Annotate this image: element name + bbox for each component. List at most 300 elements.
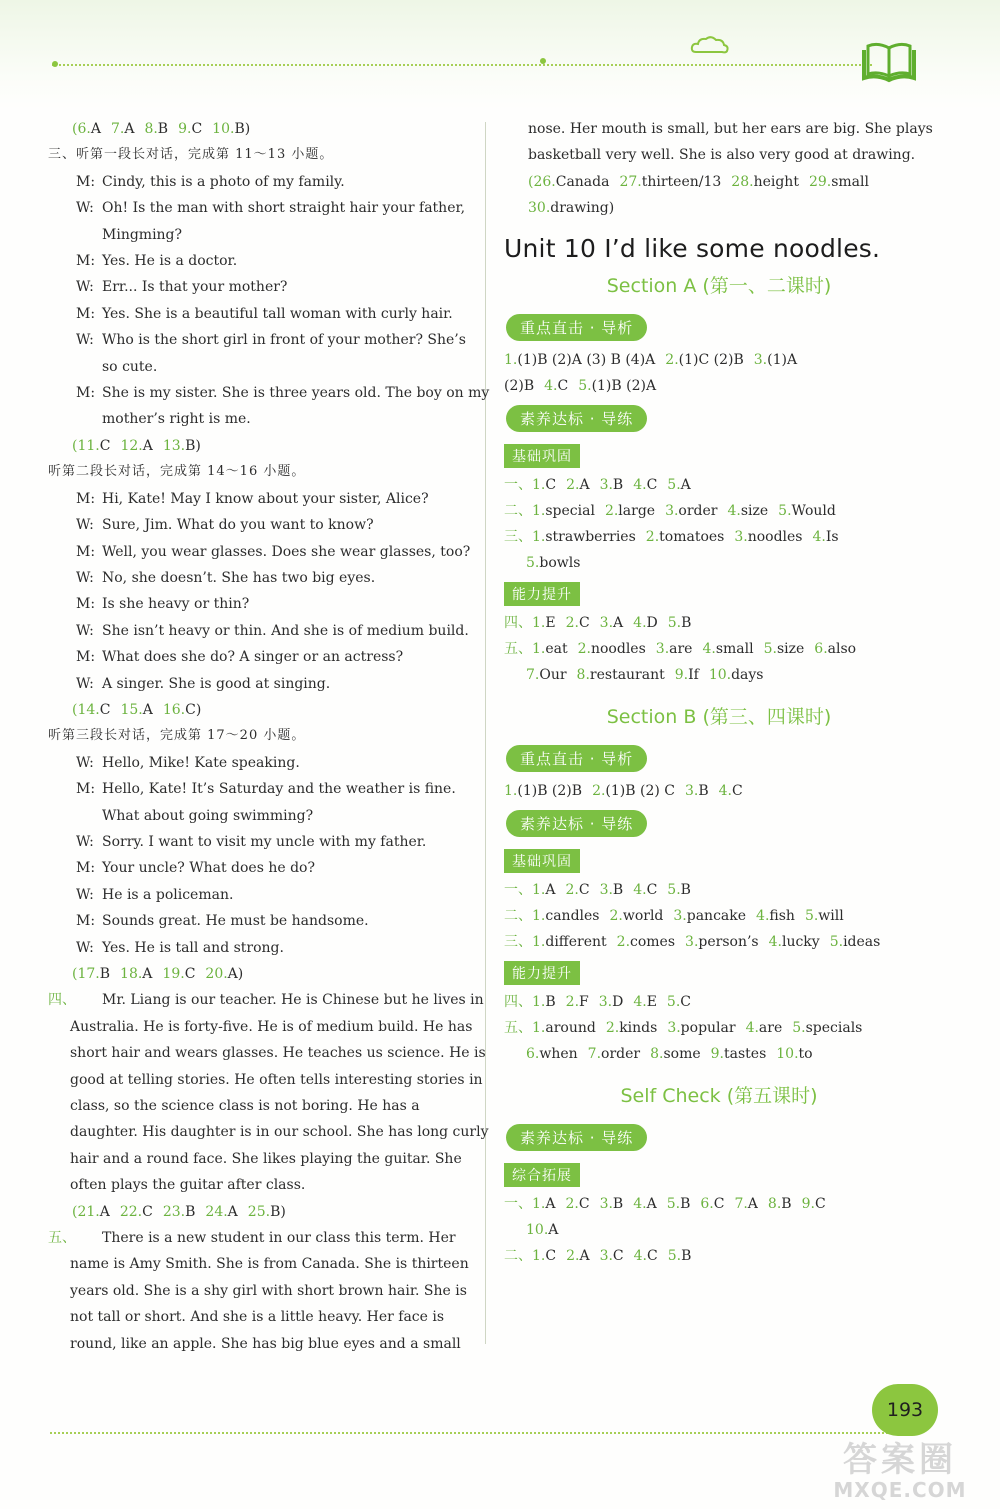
item-number: 1.: [532, 502, 546, 519]
header-dotted-rule: [52, 64, 872, 66]
item-number: 5.: [526, 554, 540, 571]
passage-line: [48, 987, 484, 1013]
passage-text: not tall or short. And she is a little heavy. Her face is: [70, 1309, 445, 1326]
passage-text: There is a new student in our class this term. Her: [102, 1230, 456, 1247]
answer-row: [504, 472, 934, 498]
answer-value: (1)B (2)B: [517, 782, 583, 799]
answer-value: C: [578, 881, 590, 898]
open-book-icon: [860, 42, 918, 84]
dialogue-line: [48, 882, 468, 908]
item-number: 4.: [745, 1019, 759, 1036]
dialogue-line: [48, 935, 468, 961]
passage-line: [48, 1251, 468, 1277]
heading-text: 三、听第一段长对话，完成第 11～13 小题。: [48, 147, 334, 163]
item-number: 二、: [504, 1247, 532, 1264]
answer-row: [504, 1191, 934, 1217]
passage-text: years old. She is a shy girl with short brown hair. She is: [70, 1282, 467, 1299]
answer-value: thirteen/13: [641, 173, 722, 190]
answer-value: A: [613, 614, 624, 631]
item-number: 2.: [566, 1247, 580, 1264]
item-number: 5.: [667, 1247, 682, 1264]
item-number: 1.: [532, 1247, 546, 1264]
dialogue-line: [48, 671, 468, 697]
item-number: 2.: [566, 476, 580, 493]
answer-value: C: [578, 614, 590, 631]
item-number: 3.: [655, 640, 670, 657]
item-number: 5.: [667, 881, 681, 898]
item-number: 18.: [120, 966, 143, 982]
answer-value: strawberries: [545, 528, 636, 545]
passage-4: [48, 987, 489, 1198]
item-number: 16.: [162, 701, 186, 718]
item-number: (14.: [72, 701, 100, 718]
dialogue-line: [48, 908, 468, 934]
item-number: 3.: [667, 1019, 681, 1036]
speaker-label: M:: [76, 596, 96, 613]
item-number: 3.: [599, 1247, 613, 1264]
item-number: 5.: [666, 1195, 681, 1212]
practice-banner: 素养达标 · 导练: [506, 1124, 647, 1151]
dialogue-text: No, she doesn’t. She has two big eyes.: [102, 569, 376, 586]
answer-value: A: [545, 1195, 556, 1212]
answer-value: B): [270, 1203, 286, 1220]
item-number: 2.: [565, 614, 579, 631]
section-heading: 听第二段长对话，完成第 14～16 小题。: [48, 464, 306, 480]
answer-value: B: [681, 614, 692, 631]
passage-line: [48, 1014, 473, 1040]
item-number: (11.: [72, 437, 100, 454]
item-number: 2.: [609, 907, 623, 924]
answer-row: [504, 1015, 934, 1041]
item-number: 4.: [633, 1195, 647, 1212]
unit-title: Unit 10 I’d like some noodles.: [504, 233, 881, 263]
answer-value: A: [579, 476, 590, 493]
answer-value: Our: [539, 666, 567, 683]
answer-row: [504, 662, 934, 688]
page-number: 193: [872, 1384, 938, 1436]
passage-line: [48, 1278, 468, 1304]
answer-row: [504, 929, 934, 955]
passage-text: daughter. His daughter is in our school. She has long curly: [70, 1124, 489, 1141]
item-number: 2.: [565, 1195, 579, 1212]
answer-value: Canada: [555, 173, 610, 190]
item-number: 8.: [650, 1045, 664, 1062]
answer-value: B: [612, 881, 624, 898]
speaker-label: W:: [76, 622, 94, 639]
dialogue-text: Sounds great. He must be handsome.: [102, 913, 369, 930]
answer-value: B: [612, 1195, 624, 1212]
item-number: 5.: [667, 614, 682, 631]
section-a-key-answers: [504, 347, 934, 399]
item-number: 五、: [504, 640, 532, 657]
dialogue-1: [48, 169, 490, 433]
passage-5: [48, 1225, 468, 1357]
answer-row: [504, 347, 934, 373]
item-number: (17.: [72, 966, 100, 982]
item-number: (26.: [528, 173, 556, 190]
item-number: 2.: [605, 1019, 620, 1036]
ability-tag: 能力提升: [504, 961, 580, 985]
answer-line: [48, 697, 468, 723]
speaker-label: W:: [76, 200, 94, 217]
item-number: 5.: [778, 502, 792, 519]
dialogue-line: [48, 644, 468, 670]
answer-value: (1)C (2)B: [678, 351, 744, 368]
answer-value: B: [157, 121, 169, 137]
item-number: 2.: [577, 640, 591, 657]
dialogue-line: [48, 750, 468, 776]
answer-value: small: [715, 640, 754, 657]
answer-value: noodles: [590, 640, 646, 657]
answer-value: C: [545, 1247, 557, 1264]
answer-value: B): [234, 121, 251, 137]
passage-line: [48, 1040, 486, 1066]
item-number: 4.: [633, 476, 647, 493]
item-number: 2.: [616, 933, 631, 950]
answer-line: [48, 116, 468, 142]
answer-value: C: [545, 476, 557, 493]
dialogue-line: [48, 512, 468, 538]
item-number: 28.: [731, 173, 754, 190]
answer-value: B: [680, 881, 691, 898]
answer-row: [504, 610, 934, 636]
basic-tag: 基础巩固: [504, 444, 580, 468]
answer-value: some: [663, 1045, 701, 1062]
dialogue-text: Hello, Kate! It’s Saturday and the weather is fine.: [102, 781, 456, 798]
item-number: 5.: [578, 377, 592, 394]
item-number: 1.: [532, 640, 546, 657]
dialogue-text: Sure, Jim. What do you want to know?: [102, 517, 374, 534]
dialogue-text: Oh! Is the man with short straight hair your father,: [102, 200, 466, 217]
answer-value: lucky: [781, 933, 820, 950]
speaker-label: M:: [76, 305, 96, 322]
answer-value: popular: [680, 1019, 736, 1036]
item-number: (21.: [72, 1203, 100, 1220]
item-number: 3.: [599, 476, 613, 493]
dialogue-line: [48, 169, 468, 195]
answer-value: C: [713, 1195, 725, 1212]
item-number: 15.: [120, 701, 143, 718]
item-number: 9.: [801, 1195, 815, 1212]
passage-line: [48, 1331, 468, 1357]
answer-value: A: [545, 881, 556, 898]
answer-value: (1)A: [767, 351, 798, 368]
dialogue-text: Yes. He is a doctor.: [102, 253, 238, 270]
dialogue-3: [48, 750, 468, 961]
section-number: 四、: [48, 992, 76, 1009]
header-dot: [52, 61, 58, 67]
answer-value: C: [99, 701, 111, 718]
answer-value: B: [99, 966, 111, 982]
item-number: 9.: [674, 666, 689, 683]
answer-value: bowls: [539, 554, 581, 571]
answer-value: order: [601, 1045, 641, 1062]
item-number: 3.: [599, 614, 614, 631]
passage-text: class, so the science class is not boring. He has a: [70, 1098, 420, 1115]
item-number: 1.: [532, 881, 546, 898]
answer-value: A): [227, 966, 244, 982]
answer-row: [504, 989, 934, 1015]
section-a-basic-answers: [504, 472, 934, 576]
section-b-title: Section B (第三、四课时): [606, 705, 832, 728]
answer-value: (2)B: [504, 377, 535, 394]
section-a-ability-answers: [504, 610, 934, 688]
answer-value: A: [680, 476, 691, 493]
item-number: 4.: [702, 640, 716, 657]
speaker-label: W:: [76, 569, 94, 586]
item-number: 4.: [633, 614, 647, 631]
item-number: 8.: [144, 121, 158, 137]
item-number: 30.: [528, 200, 551, 217]
answer-value: B: [612, 476, 624, 493]
item-number: 13.: [162, 437, 186, 454]
answer-value: fish: [769, 907, 795, 924]
answer-value: E: [646, 993, 657, 1010]
item-number: 27.: [619, 173, 642, 190]
practice-banner: 素养达标 · 导练: [506, 810, 647, 837]
item-number: 1.: [504, 351, 518, 368]
item-number: 6.: [814, 640, 828, 657]
self-check-title: Self Check (第五课时): [620, 1084, 818, 1107]
item-number: 7.: [110, 121, 125, 137]
answer-line: [48, 433, 468, 459]
item-number: 1.: [532, 907, 546, 924]
item-number: (6.: [72, 121, 91, 137]
speaker-label: W:: [76, 332, 94, 349]
answer-value: kinds: [619, 1019, 658, 1036]
answer-value: tastes: [724, 1045, 767, 1062]
answer-value: C: [142, 1203, 153, 1220]
item-number: 4.: [718, 782, 732, 799]
item-number: 三、: [504, 933, 532, 950]
answer-value: specials: [805, 1019, 863, 1036]
answer-row: [504, 636, 934, 662]
item-number: 7.: [734, 1195, 748, 1212]
item-number: 20.: [205, 966, 228, 982]
speaker-label: W:: [76, 886, 94, 903]
passage-text: often plays the guitar after class.: [70, 1177, 306, 1194]
answer-value: ideas: [843, 933, 881, 950]
watermark-logo: [810, 1440, 990, 1502]
section-a-title: Section A (第一、二课时): [606, 274, 832, 297]
item-number: 5.: [829, 933, 844, 950]
item-number: 3.: [665, 502, 679, 519]
answer-value: eat: [545, 640, 568, 657]
passage-line: basketball very well. She is also very good at drawing.: [528, 147, 916, 164]
passage-line: [48, 1067, 483, 1093]
dialogue-line: [48, 776, 468, 802]
speaker-label: M:: [76, 649, 96, 666]
answer-value: D: [646, 614, 658, 631]
answer-value: C: [646, 476, 658, 493]
item-number: 二、: [504, 907, 532, 924]
answer-row: [504, 877, 934, 903]
footer-dotted-rule: [50, 1432, 920, 1434]
item-number: 12.: [120, 437, 143, 454]
item-number: 四、: [504, 614, 532, 631]
item-number: 19.: [162, 966, 185, 982]
passage-text: hair and a round face. She likes playing the guitar. She: [70, 1150, 462, 1167]
speaker-label: W:: [76, 754, 94, 771]
dialogue-text: Err... Is that your mother?: [102, 279, 288, 296]
left-column: [48, 116, 490, 1357]
answer-value: also: [827, 640, 857, 657]
item-number: 3.: [753, 351, 768, 368]
speaker-label: M:: [76, 253, 96, 270]
answer-value: are: [669, 640, 693, 657]
answer-value: C: [732, 782, 743, 799]
item-number: 1.: [532, 993, 546, 1010]
answer-value: days: [731, 666, 764, 683]
dialogue-text: Yes. She is a beautiful tall woman with curly hair.: [102, 305, 453, 322]
item-number: 8.: [576, 666, 590, 683]
dialogue-line: [48, 591, 468, 617]
expand-tag: 综合拓展: [504, 1163, 580, 1187]
answer-value: A: [99, 1203, 110, 1220]
speaker-label: M:: [76, 173, 96, 190]
watermark-text: 答案圈: [843, 1440, 957, 1480]
item-number: 5.: [792, 1019, 806, 1036]
answer-value: C: [557, 377, 569, 394]
item-number: 10.: [212, 121, 235, 137]
dialogue-line: [48, 486, 468, 512]
answer-value: (1)B (2)A: [591, 377, 657, 394]
dialogue-2: [48, 486, 471, 697]
dialogue-text: Hi, Kate! May I know about your sister, Alice?: [102, 490, 429, 507]
answer-value: size: [740, 502, 769, 519]
key-points-banner: 重点直击 · 导析: [506, 745, 647, 772]
passage-text: round, like an apple. She has big blue eyes and a small: [70, 1335, 461, 1352]
item-number: 10.: [776, 1045, 799, 1062]
answer-value: (1)B (2) C: [605, 782, 675, 799]
item-number: 3.: [598, 993, 613, 1010]
answer-value: B: [545, 993, 556, 1010]
dialogue-text: Mingming?: [102, 226, 183, 243]
speaker-label: W:: [76, 517, 94, 534]
answer-value: C: [191, 121, 203, 137]
answer-value: A: [747, 1195, 758, 1212]
answer-value: E: [545, 614, 556, 631]
answer-value: A: [646, 1195, 657, 1212]
dialogue-text: Cindy, this is a photo of my family.: [102, 173, 345, 190]
item-number: 22.: [119, 1203, 143, 1220]
passage-text: Mr. Liang is our teacher. He is Chinese but he lives in: [102, 992, 484, 1009]
answer-value: B: [698, 782, 709, 799]
answer-row: [504, 524, 934, 550]
item-number: 23.: [162, 1203, 186, 1220]
section-number: 五、: [48, 1230, 76, 1247]
answer-value: drawing): [550, 200, 615, 217]
speaker-label: W:: [76, 833, 94, 850]
answer-line: [48, 1199, 468, 1225]
passage-line: [48, 1225, 468, 1251]
answer-value: to: [798, 1045, 813, 1062]
answer-value: are: [758, 1019, 783, 1036]
dialogue-text: Yes. He is tall and strong.: [102, 939, 284, 956]
answer-value: large: [618, 502, 656, 519]
dialogue-line: [48, 274, 468, 300]
answer-value: A: [579, 1247, 590, 1264]
item-number: 7.: [587, 1045, 602, 1062]
answer-value: F: [579, 993, 589, 1010]
item-number: 9.: [710, 1045, 724, 1062]
item-number: 2.: [604, 502, 619, 519]
passage-text: good at telling stories. He often tells interesting stories in: [70, 1071, 483, 1088]
item-number: 一、: [504, 1195, 532, 1212]
item-number: 2.: [665, 351, 679, 368]
answer-value: B): [185, 437, 201, 454]
dialogue-line: [48, 565, 468, 591]
item-number: 五、: [504, 1019, 532, 1036]
speaker-label: W:: [76, 939, 94, 956]
answer-value: C: [814, 1195, 826, 1212]
column-divider: [485, 122, 486, 1344]
answer-value: C: [612, 1247, 624, 1264]
practice-banner: 素养达标 · 导练: [506, 405, 647, 432]
item-number: 7.: [526, 666, 540, 683]
speaker-label: M:: [76, 913, 96, 930]
item-number: 8.: [767, 1195, 782, 1212]
answer-value: different: [545, 933, 607, 950]
answer-value: will: [818, 907, 844, 924]
dialogue-text: Sorry. I want to visit my uncle with my father.: [102, 833, 427, 850]
item-number: 6.: [526, 1045, 540, 1062]
right-column: [504, 116, 934, 1269]
passage-5-continued: [504, 116, 934, 169]
dialogue-text: Your uncle? What does he do?: [102, 860, 315, 877]
answer-value: special: [545, 502, 595, 519]
item-number: 29.: [808, 173, 832, 190]
answer-value: (1)B (2)A (3) B (4)A: [517, 351, 656, 368]
item-number: 4.: [633, 881, 647, 898]
dialogue-line: [48, 539, 471, 565]
answer-row: [504, 550, 934, 576]
speaker-label: W:: [76, 279, 94, 296]
passage-text: short hair and wears glasses. He teaches us science. He is: [70, 1045, 486, 1062]
speaker-label: M:: [76, 781, 96, 798]
dialogue-line: [48, 354, 468, 380]
speaker-label: W:: [76, 675, 94, 692]
passage-line: [48, 1172, 468, 1198]
item-number: 4.: [544, 377, 558, 394]
dialogue-text: Hello, Mike! Kate speaking.: [102, 754, 300, 771]
dialogue-line: [48, 380, 490, 406]
item-number: 2.: [565, 881, 579, 898]
item-number: 6.: [700, 1195, 714, 1212]
item-number: 4.: [812, 528, 826, 545]
answer-value: A: [227, 1203, 238, 1220]
answer-value: C: [680, 993, 691, 1010]
passage-line: [48, 1119, 489, 1145]
item-number: 5.: [804, 907, 819, 924]
section-b-key-answers: [504, 778, 934, 804]
watermark-url: MXQE.COM: [833, 1478, 967, 1502]
item-number: 3.: [599, 1195, 613, 1212]
item-number: 1.: [532, 1019, 546, 1036]
item-number: 1.: [532, 933, 546, 950]
item-number: 10.: [708, 666, 732, 683]
passage-line: [48, 1146, 468, 1172]
answer-value: A: [142, 701, 153, 718]
item-number: 3.: [599, 881, 613, 898]
dialogue-text: A singer. She is good at singing.: [102, 675, 331, 692]
item-number: 3.: [673, 907, 687, 924]
answer-row: [504, 1217, 934, 1243]
answer-value: If: [688, 666, 699, 683]
answer-value: tomatoes: [659, 528, 725, 545]
answer-value: A: [548, 1221, 559, 1238]
dialogue-text: mother’s right is me.: [102, 411, 251, 428]
